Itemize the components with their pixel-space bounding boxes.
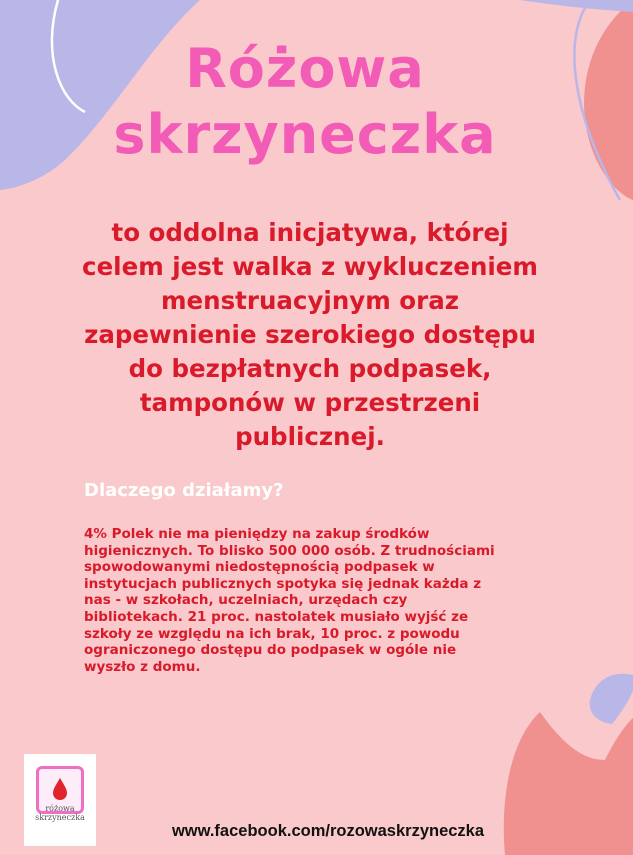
page-title <box>0 36 610 168</box>
intro-line: to oddolna inicjatywa, której <box>111 218 509 247</box>
title-line: skrzyneczka <box>113 103 497 166</box>
intro-paragraph <box>60 216 560 454</box>
intro-line: menstruacyjnym oraz <box>160 286 459 315</box>
lavender-leaf-right <box>590 674 633 724</box>
paragraph-line: bibliotekach. 21 proc. nastolatek musiało wyjść ze <box>84 608 469 625</box>
paragraph-line: nas - w szkołach, uczelniach, urzędach czy <box>84 592 408 609</box>
paragraph-line: szkoły ze względu na ich brak, 10 proc. z powodu <box>84 625 460 642</box>
paragraph-line: higienicznych. To blisko 500 000 osób. Z trudnościami <box>84 542 495 559</box>
paragraph-line: spowodowanymi niedostępnością podpasek w <box>84 559 435 576</box>
intro-line: do bezpłatnych podpasek, <box>128 354 492 383</box>
logo-caption <box>24 804 96 822</box>
paragraph-line: ograniczonego dostępu do podpasek w ogóle nie <box>84 642 457 659</box>
paragraph-line: 4% Polek nie ma pieniędzy na zakup środków <box>84 526 430 542</box>
intro-line: zapewnienie szerokiego dostępu <box>84 320 536 349</box>
logo-text-line: skrzyneczka <box>35 813 85 822</box>
section-paragraph <box>84 526 544 675</box>
logo <box>24 754 96 846</box>
intro-line: celem jest walka z wykluczeniem <box>82 252 538 281</box>
title-line: Różowa <box>185 37 425 100</box>
logo-text-line: różowa <box>45 804 75 813</box>
paragraph-line: wyszło z domu. <box>84 658 201 675</box>
paragraph-line: instytucjach publicznych spotyka się jednak każda z <box>84 575 482 592</box>
intro-line: tamponów w przestrzeni <box>139 388 481 417</box>
intro-line: publicznej. <box>235 422 385 451</box>
facebook-link[interactable]: www.facebook.com/rozowaskrzyneczka <box>171 822 485 840</box>
lavender-strip-top-right <box>520 0 633 12</box>
section-heading: Dlaczego działamy? <box>84 480 284 501</box>
